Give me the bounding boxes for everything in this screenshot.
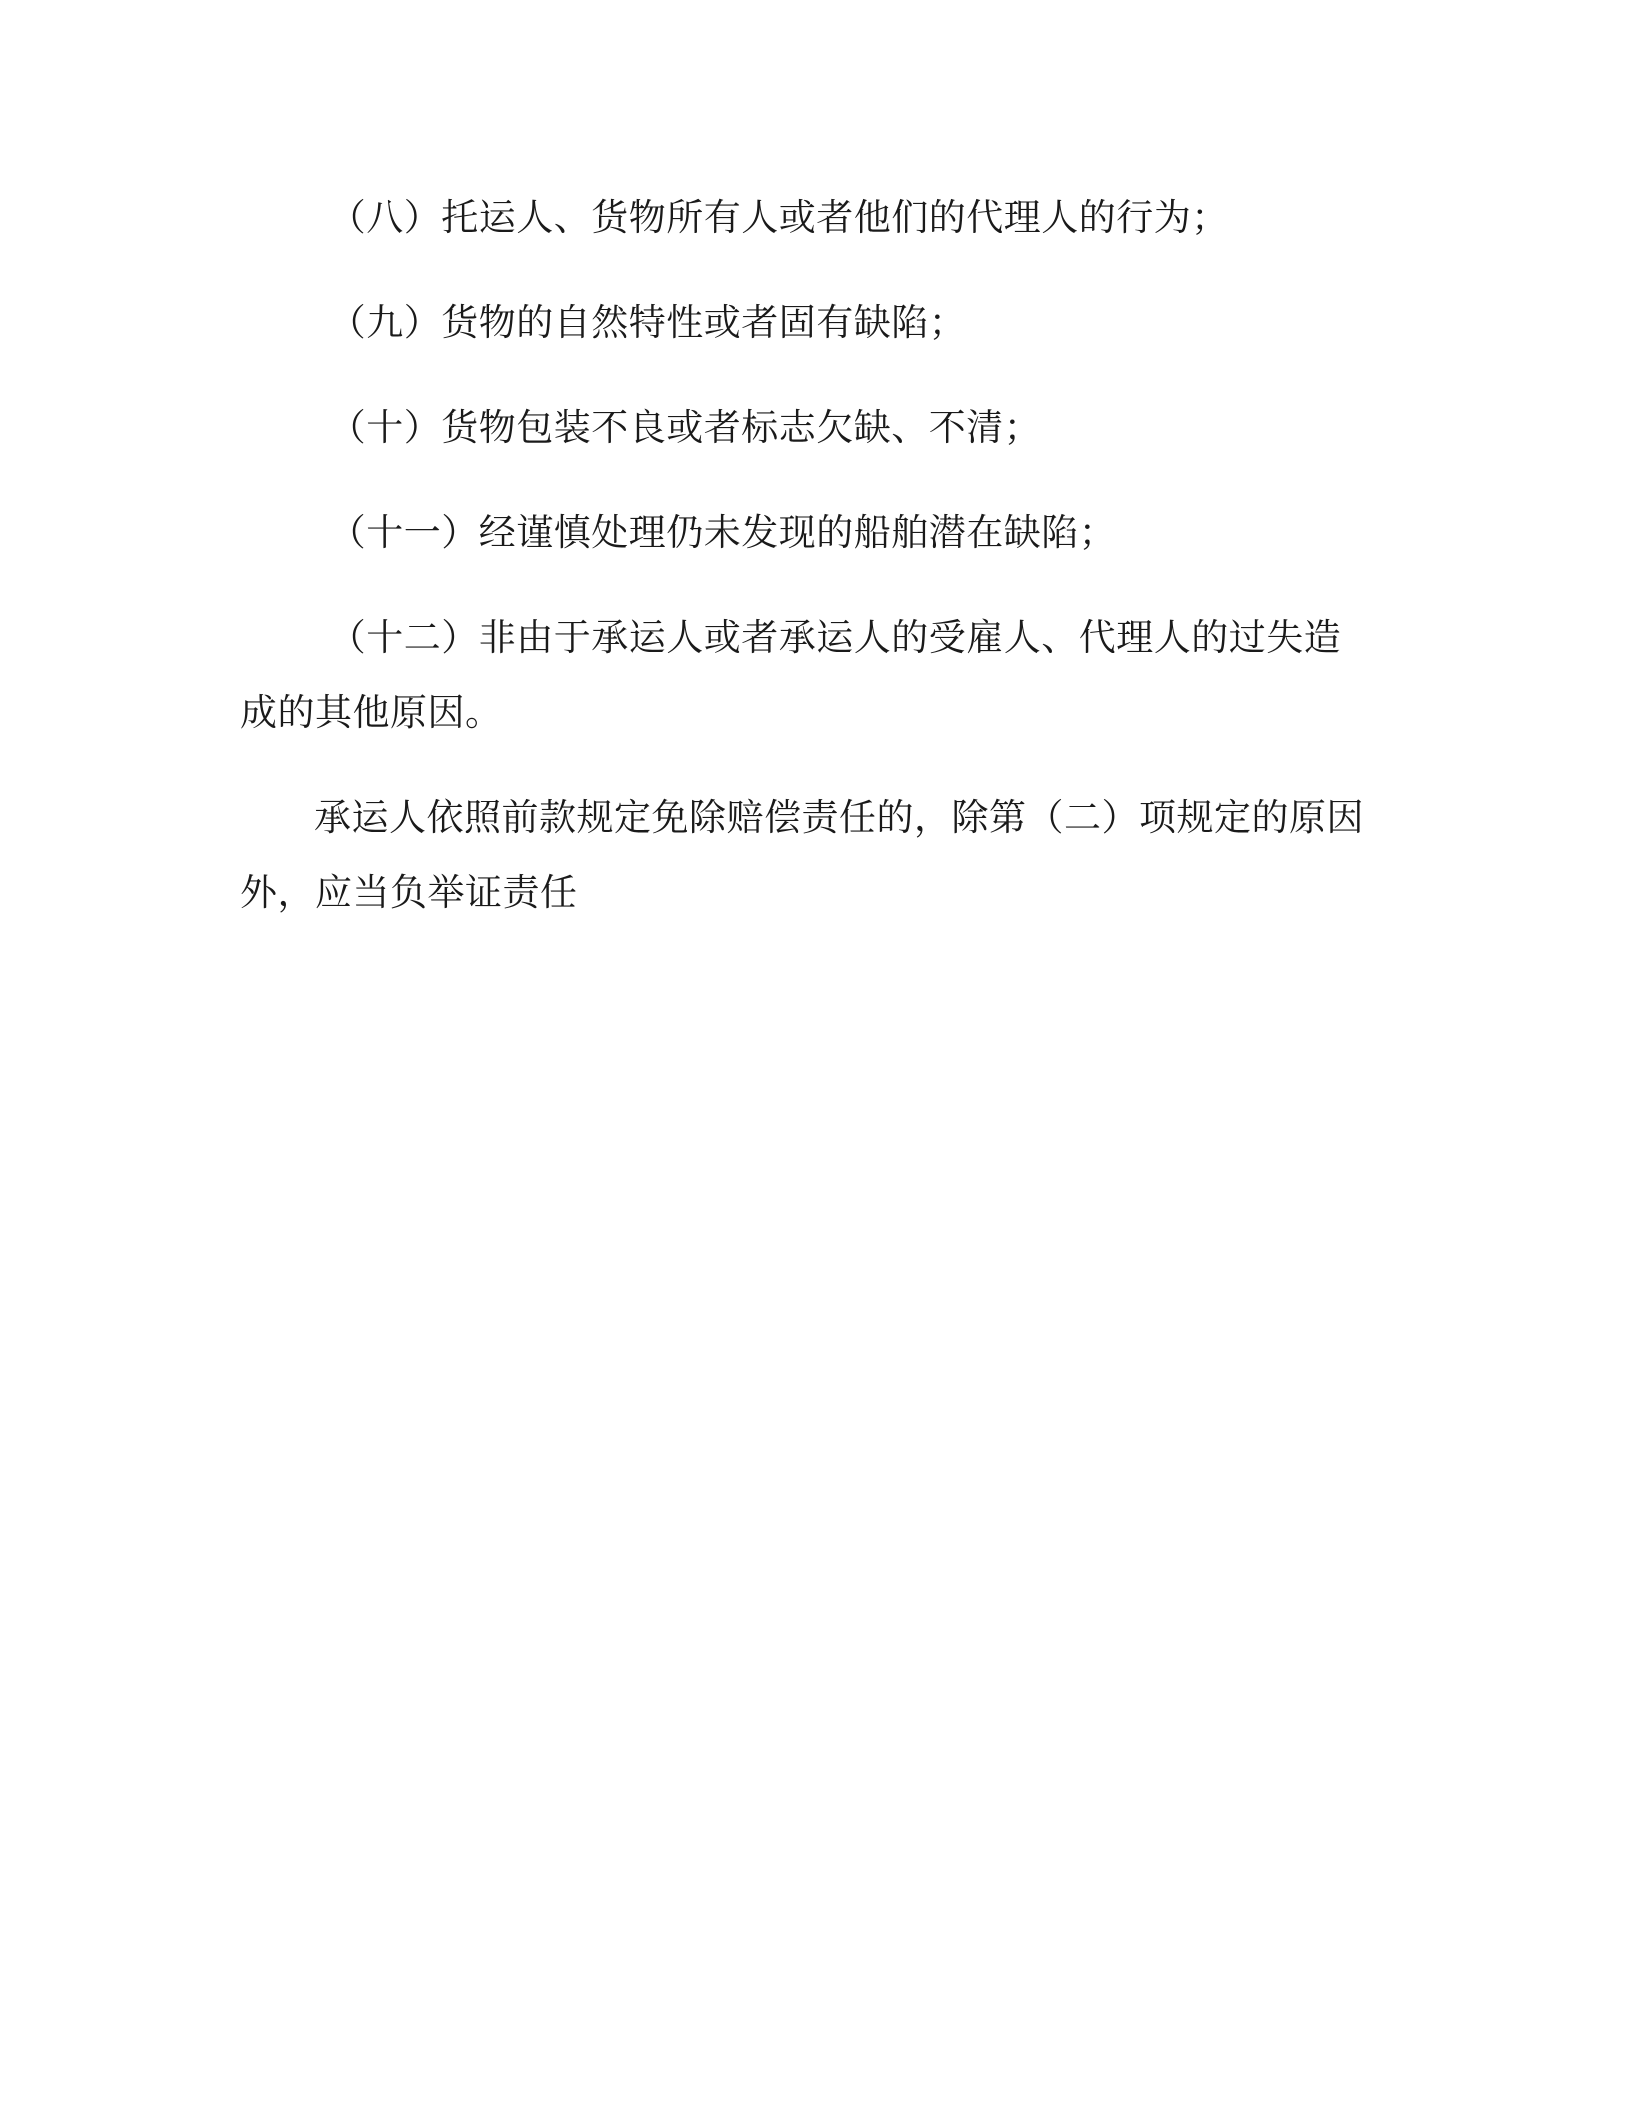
list-item-11: （十一）经谨慎处理仍未发现的船舶潜在缺陷；: [328, 511, 1117, 554]
document-body: [240, 180, 1370, 930]
list-item-8: （八）托运人、货物所有人或者他们的代理人的行为；: [328, 196, 1229, 239]
list-item-12: （十二）非由于承运人或者承运人的受雇人、代理人的过失造成的其他原因。: [240, 616, 1342, 734]
list-item-9: （九）货物的自然特性或者固有缺陷；: [328, 301, 967, 344]
closing-paragraph: 承运人依照前款规定免除赔偿责任的，除第（二）项规定的原因外，应当负举证责任: [240, 796, 1364, 914]
list-item-10: （十）货物包装不良或者标志欠缺、不清；: [328, 406, 1042, 449]
